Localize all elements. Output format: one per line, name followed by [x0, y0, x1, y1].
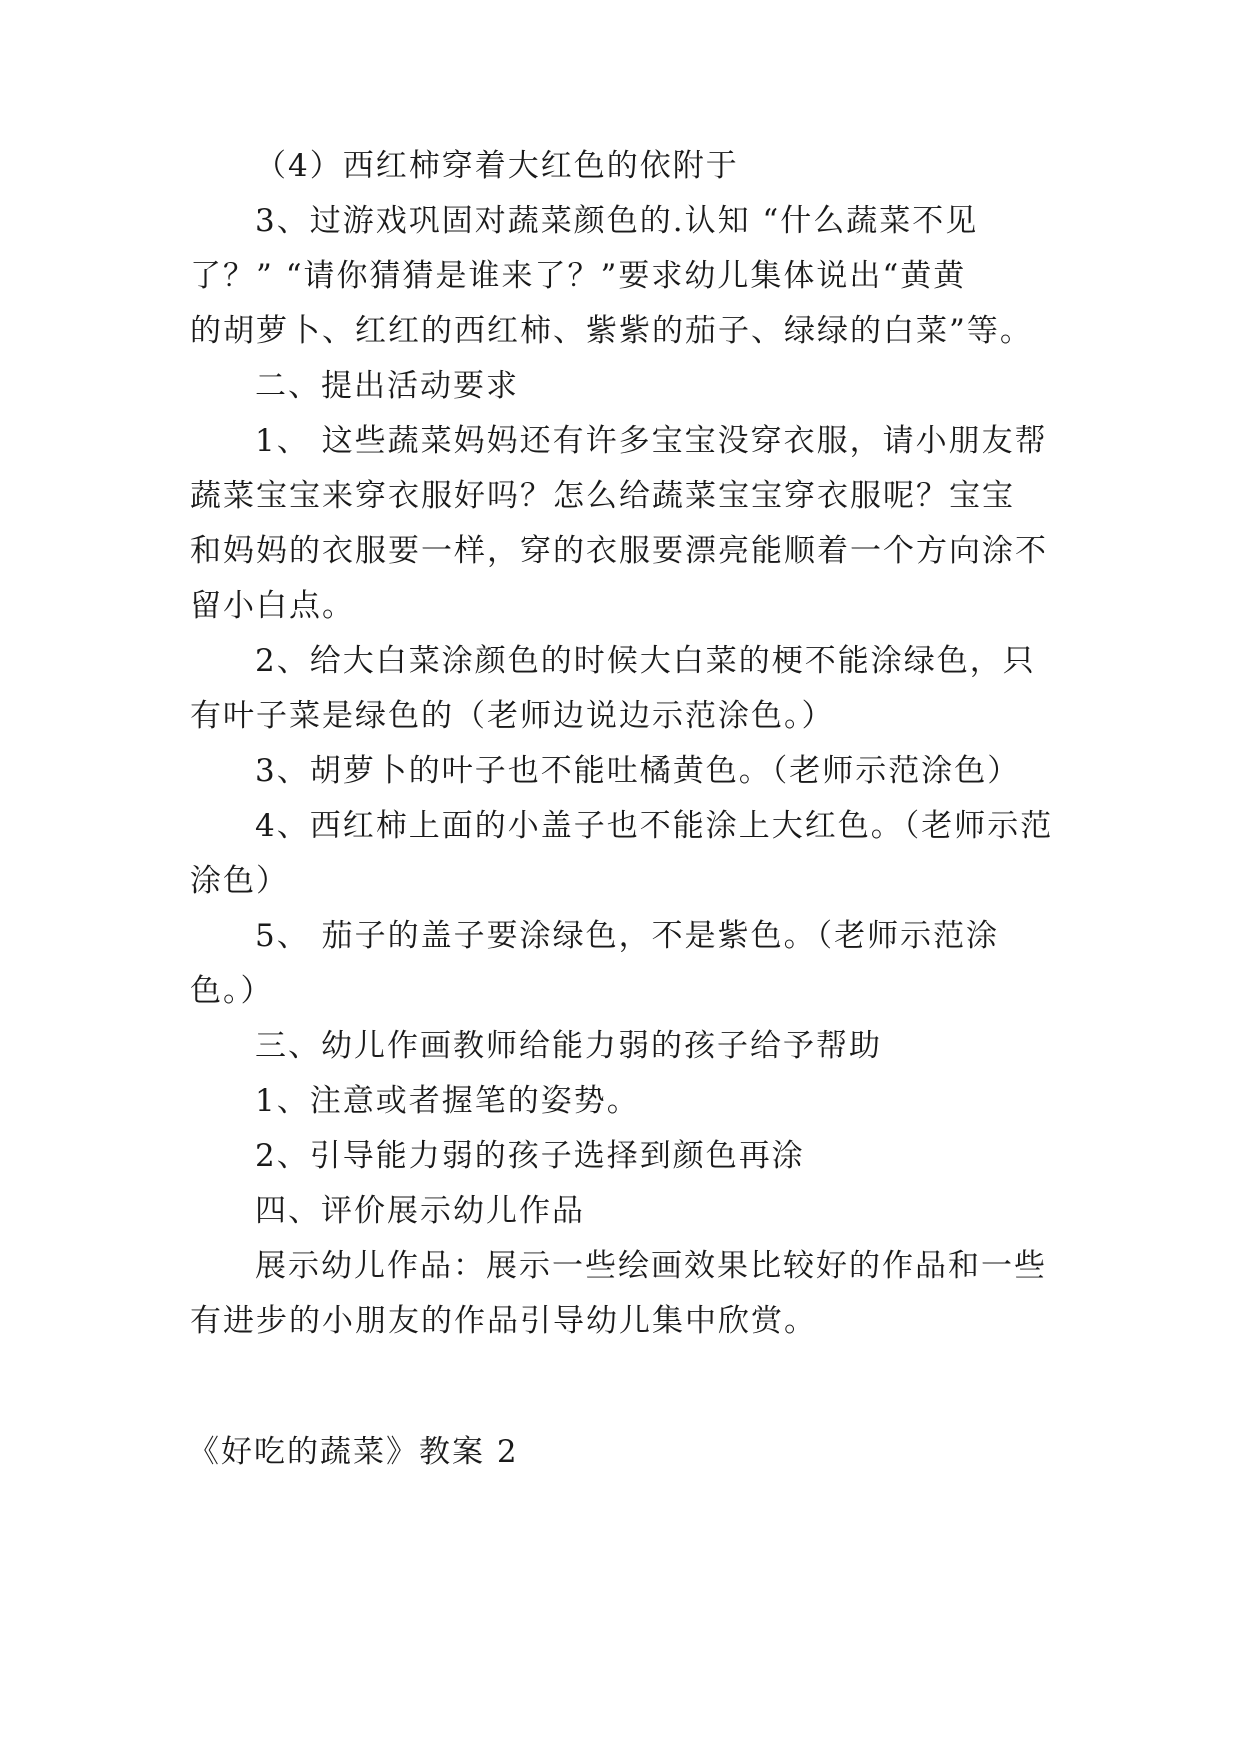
text-line: 和妈妈的衣服要一样，穿的衣服要漂亮能顺着一个方向涂不: [190, 533, 1048, 569]
section-title: 《好吃的蔬菜》教案 2: [188, 1434, 519, 1470]
text-line: 的胡萝卜、红红的西红柿、紫紫的茄子、绿绿的白菜”等。: [190, 313, 1033, 349]
text-line: 展示幼儿作品：展示一些绘画效果比较好的作品和一些: [255, 1248, 1047, 1284]
text-line: 5、 茄子的盖子要涂绿色，不是紫色。（老师示范涂: [255, 918, 1000, 954]
text-line: 1、 这些蔬菜妈妈还有许多宝宝没穿衣服，请小朋友帮: [255, 423, 1048, 459]
text-line: 涂色）: [190, 863, 289, 899]
text-line: 4、西红柿上面的小盖子也不能涂上大红色。（老师示范: [255, 808, 1054, 844]
text-line: 色。）: [190, 973, 274, 1009]
text-line: 了？” “请你猜猜是谁来了？”要求幼儿集体说出“黄黄: [190, 258, 967, 294]
section-heading: 四、评价展示幼儿作品: [255, 1193, 585, 1229]
text-line: 有叶子菜是绿色的（老师边说边示范涂色。）: [190, 698, 835, 734]
text-line: 3、过游戏巩固对蔬菜颜色的.认知 “什么蔬菜不见: [255, 203, 979, 239]
text-line: 2、给大白菜涂颜色的时候大白菜的梗不能涂绿色，只: [255, 643, 1036, 679]
text-line: 有进步的小朋友的作品引导幼儿集中欣赏。: [190, 1303, 817, 1339]
text-line: 3、胡萝卜的叶子也不能吐橘黄色。（老师示范涂色）: [255, 753, 1021, 789]
text-line: 留小白点。: [190, 588, 355, 624]
section-heading: 三、幼儿作画教师给能力弱的孩子给予帮助: [255, 1028, 882, 1064]
text-line: （4）西红柿穿着大红色的依附于: [255, 148, 739, 184]
text-line: 2、引导能力弱的孩子选择到颜色再涂: [255, 1138, 805, 1174]
text-line: 1、注意或者握笔的姿势。: [255, 1083, 640, 1119]
section-heading: 二、提出活动要求: [255, 368, 519, 404]
text-line: 蔬菜宝宝来穿衣服好吗？怎么给蔬菜宝宝穿衣服呢？宝宝: [190, 478, 1015, 514]
